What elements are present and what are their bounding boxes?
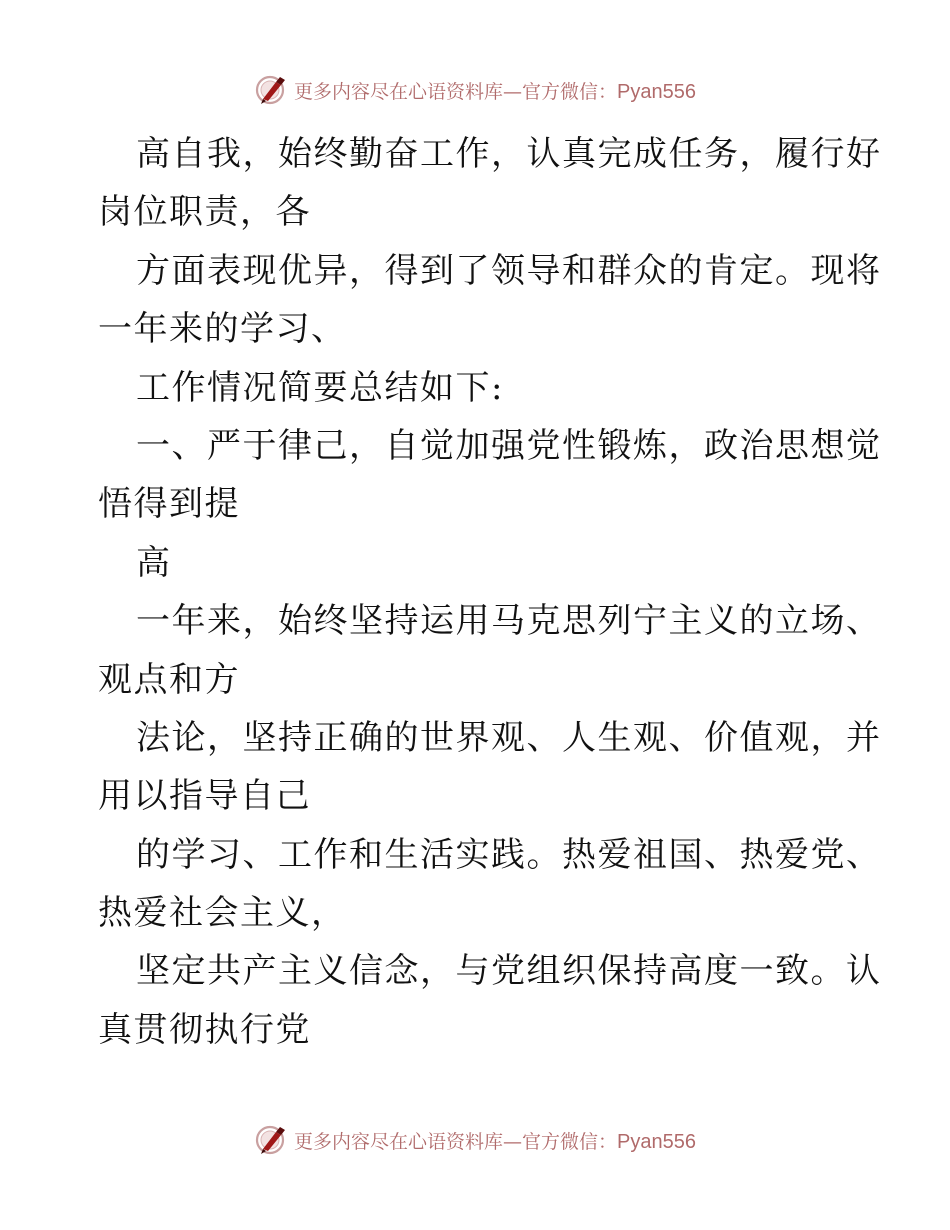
body-line: 高自我，始终勤奋工作，认真完成任务，履行好 — [136, 134, 882, 174]
pen-logo-icon — [254, 73, 288, 107]
pen-logo-icon — [254, 1123, 288, 1157]
body-line: 一、严于律己，自觉加强党性锻炼，政治思想觉 — [136, 425, 882, 466]
body-line: 一年来，始终坚持运用马克思列宁主义的立场、 — [136, 601, 882, 642]
body-line: 悟得到提 — [98, 484, 240, 525]
body-line: 的学习、工作和生活实践。热爱祖国、热爱党、 — [136, 834, 882, 875]
body-line: 热爱社会主义， — [98, 893, 347, 934]
header-banner-text: 更多内容尽在心语资料库—官方微信：Pyan556 — [294, 80, 696, 103]
body-line: 法论，坚持正确的世界观、人生观、价值观，并 — [136, 717, 882, 758]
document-body — [98, 125, 882, 1059]
body-line: 高 — [136, 542, 172, 583]
footer-banner — [0, 1120, 950, 1160]
footer-banner-text: 更多内容尽在心语资料库—官方微信：Pyan556 — [294, 1130, 696, 1153]
body-line: 方面表现优异，得到了领导和群众的肯定。现将 — [136, 250, 882, 291]
body-line: 观点和方 — [98, 659, 240, 700]
body-line: 坚定共产主义信念，与党组织保持高度一致。认 — [136, 951, 882, 992]
body-line: 一年来的学习、 — [98, 309, 347, 350]
body-line: 用以指导自己 — [98, 776, 311, 817]
body-line: 真贯彻执行党 — [98, 1009, 311, 1050]
header-banner — [0, 70, 950, 110]
body-line: 工作情况简要总结如下: — [136, 367, 504, 408]
body-line: 岗位职责，各 — [98, 192, 311, 233]
